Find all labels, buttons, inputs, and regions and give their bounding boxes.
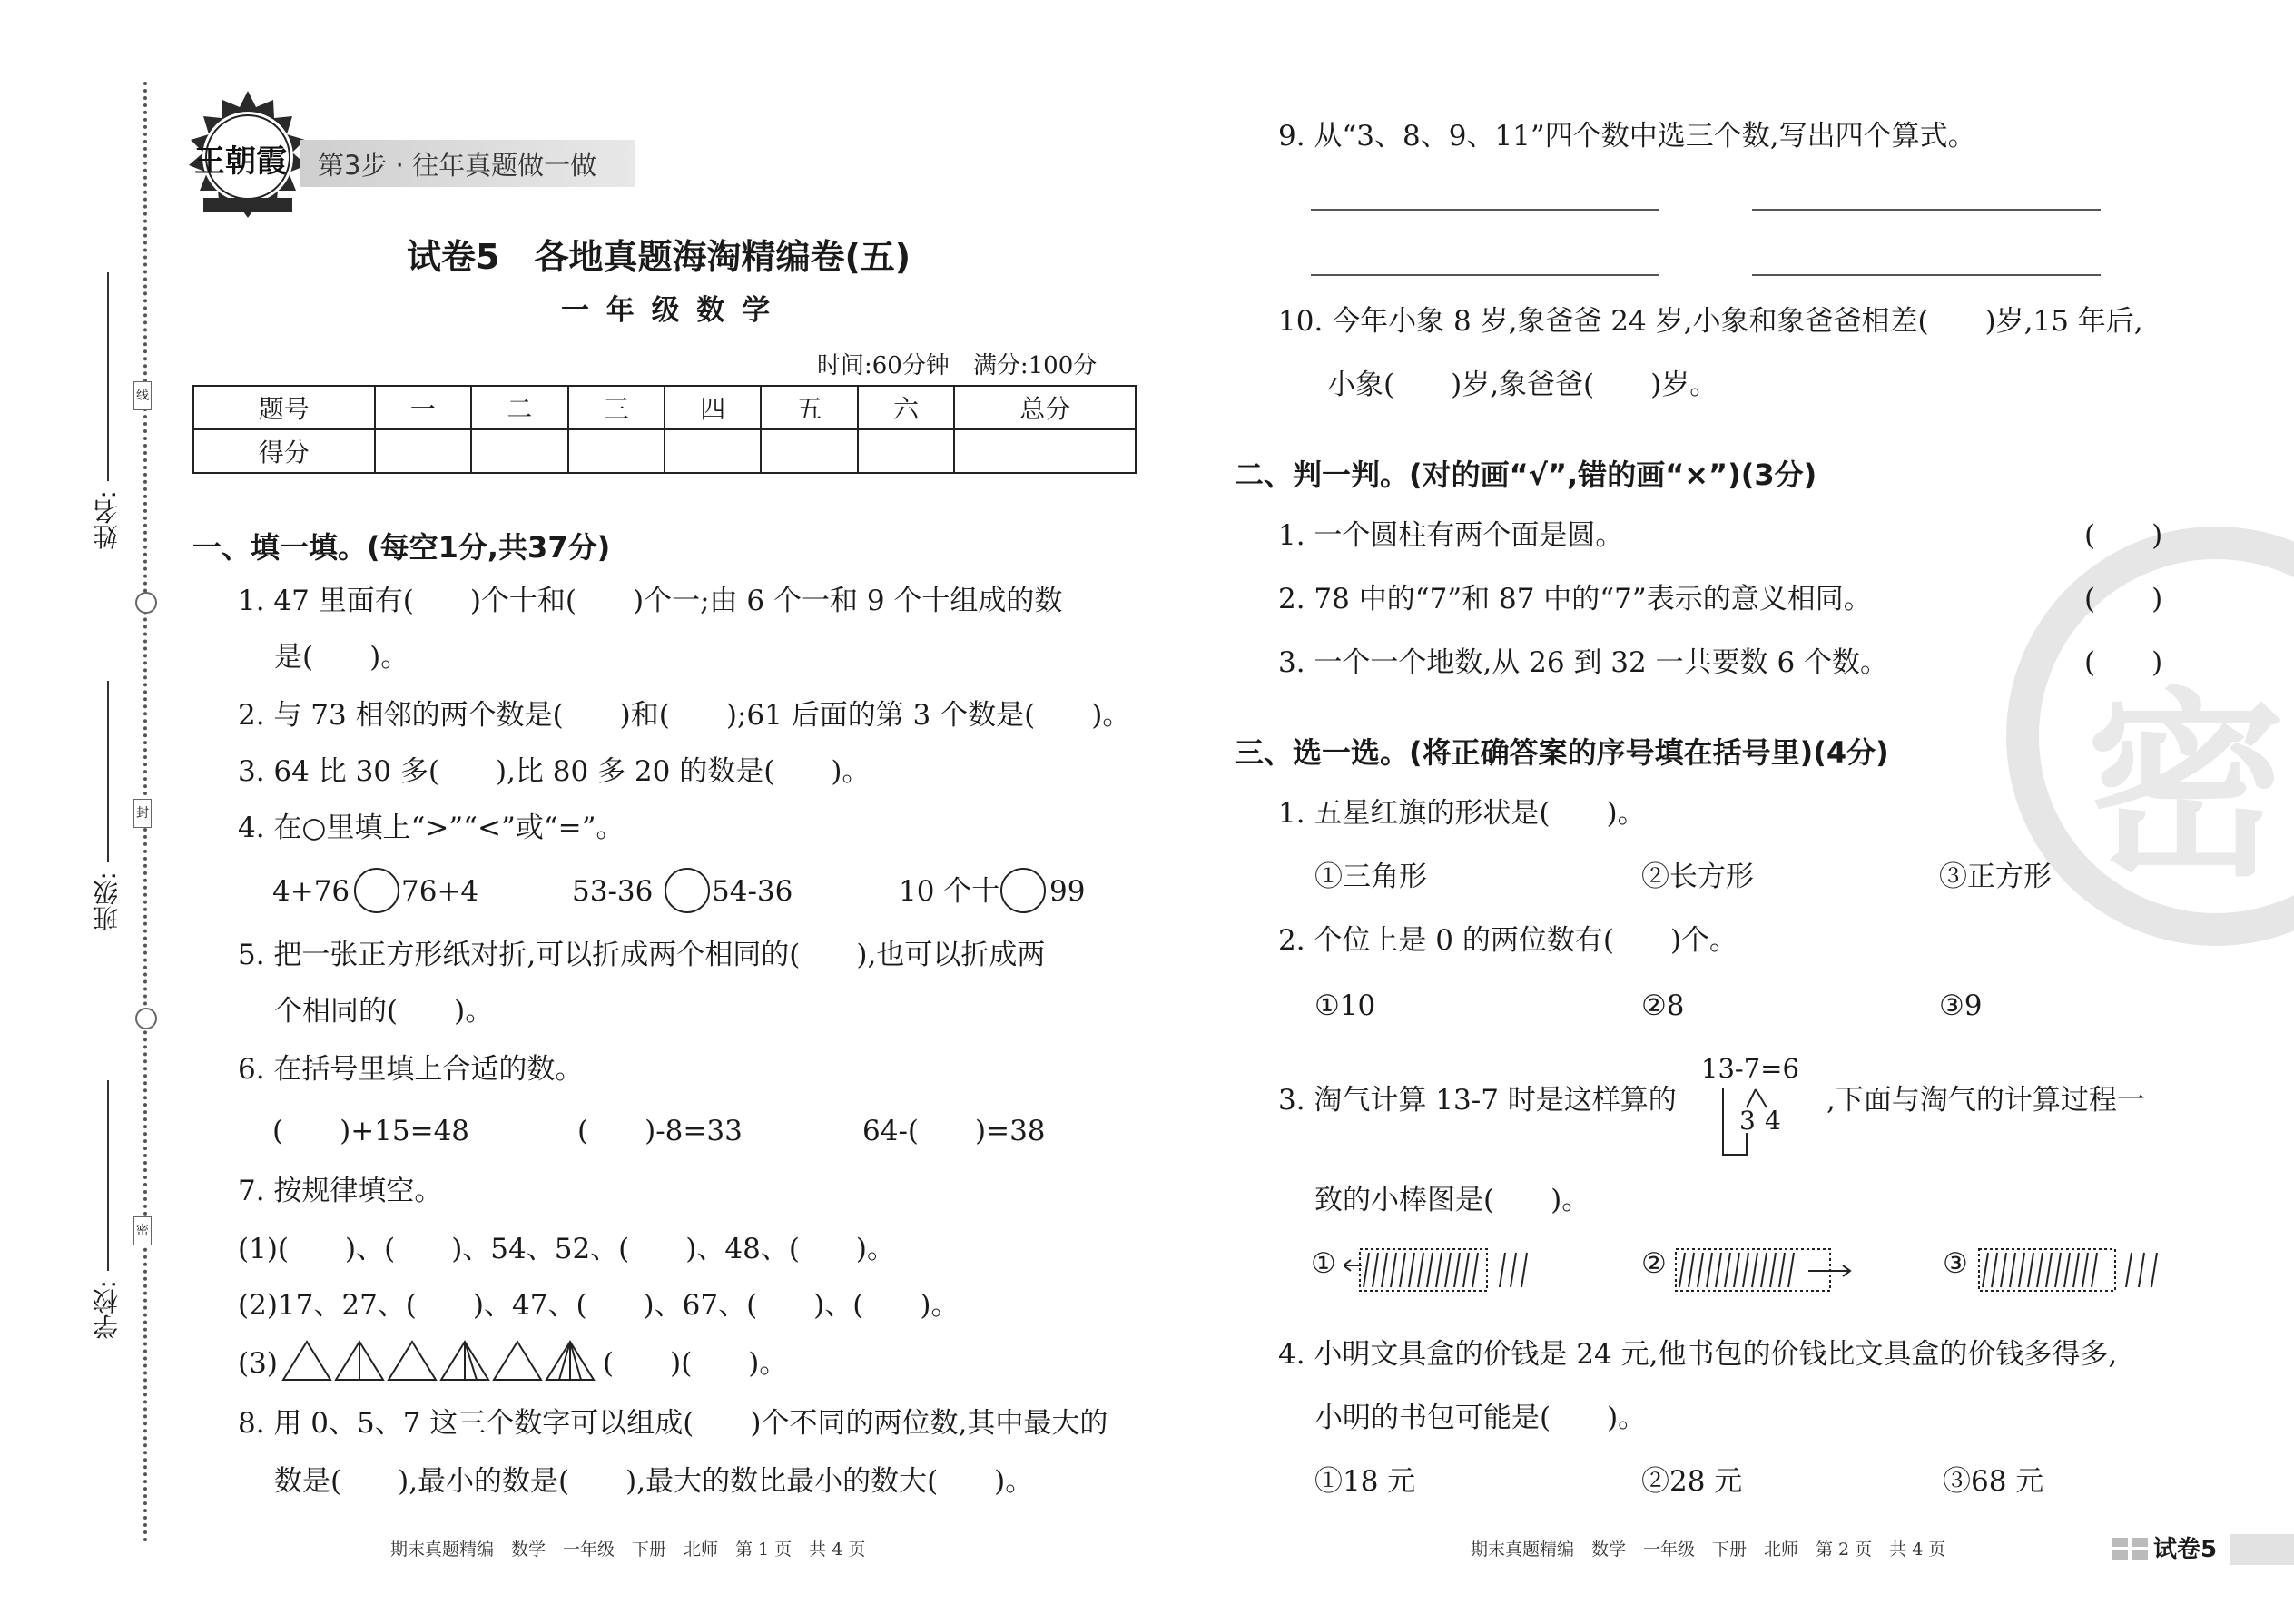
choice-q3b: 致的小棒图是( )。 bbox=[1314, 1184, 1590, 1216]
question-5a: 5. 把一张正方形纸对折,可以折成两个相同的( ),也可以折成两 bbox=[238, 939, 1046, 971]
choice-q2: 2. 个位上是 0 的两位数有( )个。 bbox=[1278, 924, 1738, 957]
judge-item: 2. 78 中的“7”和 87 中的“7”表示的意义相同。 bbox=[1278, 583, 1872, 615]
stick-diagram-3 bbox=[1975, 1245, 2166, 1294]
triangle-pattern bbox=[280, 1338, 597, 1383]
question-8a: 8. 用 0、5、7 这三个数字可以组成( )个不同的两位数,其中最大的 bbox=[238, 1407, 1108, 1440]
score-table bbox=[192, 385, 1137, 474]
score-cell: 总分 bbox=[954, 386, 1136, 429]
score-cell: 二 bbox=[471, 386, 567, 429]
score-input[interactable] bbox=[375, 429, 471, 473]
choice-option[interactable]: ①三角形 bbox=[1314, 861, 1427, 893]
choice-option[interactable]: ①10 bbox=[1314, 989, 1376, 1022]
footer-tab-bar bbox=[2230, 1534, 2294, 1565]
judge-item: 3. 一个一个地数,从 26 到 32 一共要数 6 个数。 bbox=[1278, 646, 1889, 679]
question-1a: 1. 47 里面有( )个十和( )个一;由 6 个一和 9 个十组成的数 bbox=[238, 585, 1063, 617]
score-value-row bbox=[193, 429, 1136, 473]
question-7-3-prefix: (3) bbox=[238, 1347, 278, 1380]
question-6: 6. 在括号里填上合适的数。 bbox=[238, 1053, 584, 1086]
question-5b: 个相同的( )。 bbox=[274, 995, 494, 1028]
question-4: 4. 在○里填上“>”“<”或“=”。 bbox=[238, 812, 625, 844]
score-cell: 题号 bbox=[193, 386, 375, 429]
compare-expr: 10 个十 bbox=[899, 875, 1000, 908]
name-write-line[interactable] bbox=[107, 272, 109, 481]
choice-option[interactable]: ②8 bbox=[1641, 989, 1685, 1022]
choice-q3: 3. 淘气计算 13-7 时是这样算的 bbox=[1278, 1084, 1677, 1117]
binding-hole bbox=[135, 1008, 157, 1029]
choice-option[interactable]: ② bbox=[1641, 1247, 1667, 1280]
footer-right: 期末真题精编 数学 一年级 下册 北师 第 2 页 共 4 页 bbox=[1471, 1540, 1946, 1560]
answer-line[interactable] bbox=[1311, 274, 1659, 276]
score-cell: 五 bbox=[761, 386, 857, 429]
compare-circle-input[interactable] bbox=[354, 868, 399, 913]
score-input[interactable] bbox=[665, 429, 761, 473]
seal-char: 线 bbox=[133, 381, 152, 410]
question-1b: 是( )。 bbox=[274, 641, 409, 674]
choice-option[interactable]: ②长方形 bbox=[1641, 861, 1754, 893]
score-cell: 六 bbox=[858, 386, 954, 429]
score-input[interactable] bbox=[471, 429, 567, 473]
choice-option[interactable]: ②28 元 bbox=[1641, 1465, 1743, 1498]
calc-diagram bbox=[1716, 1088, 1797, 1178]
choice-q4b: 小明的书包可能是( )。 bbox=[1314, 1402, 1647, 1434]
score-cell: 三 bbox=[568, 386, 665, 429]
stick-diagram-2 bbox=[1672, 1245, 1863, 1294]
question-10a: 10. 今年小象 8 岁,象爸爸 24 岁,小象和象爸爸相差( )岁,15 年后, bbox=[1278, 305, 2143, 338]
question-7: 7. 按规律填空。 bbox=[238, 1175, 443, 1207]
footer-left: 期末真题精编 数学 一年级 下册 北师 第 1 页 共 4 页 bbox=[390, 1540, 866, 1560]
footer-deco bbox=[2112, 1538, 2128, 1547]
compare-expr: 54-36 bbox=[712, 875, 793, 908]
compare-expr: 53-36 bbox=[572, 875, 654, 908]
choice-option[interactable]: ①18 元 bbox=[1314, 1465, 1416, 1498]
logo-text: 王朝霞 bbox=[194, 143, 287, 180]
score-input[interactable] bbox=[568, 429, 665, 473]
score-input[interactable] bbox=[954, 429, 1136, 473]
score-cell: 一 bbox=[375, 386, 471, 429]
question-10b: 小象( )岁,象爸爸( )岁。 bbox=[1327, 369, 1718, 401]
section3-heading: 三、选一选。(将正确答案的序号填在括号里)(4分) bbox=[1235, 735, 1889, 770]
choice-q1: 1. 五星红旗的形状是( )。 bbox=[1278, 797, 1646, 830]
page-subtitle: 一 年 级 数 学 bbox=[561, 294, 774, 327]
class-write-line[interactable] bbox=[107, 681, 109, 862]
question-7-2: (2)17、27、( )、47、( )、67、( )、( )。 bbox=[238, 1289, 960, 1322]
compare-circle-input[interactable] bbox=[665, 868, 710, 913]
step-label: 第3步 · 往年真题做一做 bbox=[318, 150, 597, 181]
question-7-3-suffix: ( )( )。 bbox=[603, 1347, 788, 1380]
fill-expr: ( )+15=48 bbox=[272, 1115, 470, 1147]
judge-paren[interactable]: ( ) bbox=[2084, 519, 2163, 552]
question-7-1: (1)( )、( )、54、52、( )、48、( )。 bbox=[238, 1233, 896, 1265]
watermark: 密 bbox=[2086, 671, 2287, 903]
seal-char: 封 bbox=[133, 799, 152, 828]
choice-option[interactable]: ③正方形 bbox=[1939, 861, 2052, 893]
choice-option[interactable]: ③ bbox=[1943, 1247, 1968, 1280]
class-label: 班级: bbox=[92, 871, 122, 931]
school-label: 学校: bbox=[92, 1280, 122, 1340]
score-cell: 得分 bbox=[193, 429, 375, 473]
choice-q4a: 4. 小明文具盒的价钱是 24 元,他书包的价钱比文具盒的价钱多得多, bbox=[1278, 1338, 2118, 1371]
score-input[interactable] bbox=[858, 429, 954, 473]
score-input[interactable] bbox=[761, 429, 857, 473]
seal-char: 密 bbox=[133, 1216, 152, 1245]
question-9: 9. 从“3、8、9、11”四个数中选三个数,写出四个算式。 bbox=[1278, 120, 1976, 153]
compare-expr: 99 bbox=[1049, 875, 1086, 908]
score-cell: 四 bbox=[665, 386, 761, 429]
judge-paren[interactable]: ( ) bbox=[2084, 646, 2163, 679]
question-3: 3. 64 比 30 多( ),比 80 多 20 的数是( )。 bbox=[238, 755, 871, 788]
answer-line[interactable] bbox=[1752, 274, 2101, 276]
section1-heading: 一、填一填。(每空1分,共37分) bbox=[192, 530, 611, 565]
compare-expr: 76+4 bbox=[401, 875, 479, 908]
calc-split-a: 3 bbox=[1739, 1106, 1756, 1136]
footer-deco bbox=[2112, 1550, 2128, 1560]
section2-heading: 二、判一判。(对的画“√”,错的画“×”)(3分) bbox=[1235, 458, 1817, 492]
choice-q3-post: ,下面与淘气的计算过程一 bbox=[1826, 1084, 2145, 1117]
answer-line[interactable] bbox=[1311, 209, 1659, 211]
question-2: 2. 与 73 相邻的两个数是( )和( );61 后面的第 3 个数是( )。 bbox=[238, 699, 1131, 732]
score-header-row bbox=[193, 386, 1136, 429]
name-label: 姓名: bbox=[92, 490, 122, 550]
fill-expr: 64-( )=38 bbox=[862, 1115, 1046, 1147]
binding-hole bbox=[135, 592, 157, 614]
school-write-line[interactable] bbox=[107, 1080, 109, 1271]
judge-paren[interactable]: ( ) bbox=[2084, 583, 2163, 615]
page-title: 试卷5 各地真题海淘精编卷(五) bbox=[407, 237, 911, 277]
answer-line[interactable] bbox=[1752, 209, 2101, 211]
compare-circle-input[interactable] bbox=[1000, 868, 1046, 913]
choice-option[interactable]: ③68 元 bbox=[1943, 1465, 2044, 1498]
stick-diagram-1 bbox=[1344, 1245, 1534, 1294]
choice-option[interactable]: ③9 bbox=[1939, 989, 1983, 1022]
time-info: 时间:60分钟 满分:100分 bbox=[817, 352, 1098, 379]
footer-deco bbox=[2132, 1538, 2148, 1547]
question-8b: 数是( ),最小的数是( ),最大的数比最小的数大( )。 bbox=[274, 1465, 1034, 1498]
choice-option[interactable]: ① bbox=[1311, 1247, 1336, 1280]
judge-item: 1. 一个圆柱有两个面是圆。 bbox=[1278, 519, 1624, 552]
footer-tab: 试卷5 bbox=[2153, 1536, 2218, 1563]
fill-expr: ( )-8=33 bbox=[577, 1115, 743, 1147]
compare-expr: 4+76 bbox=[272, 875, 350, 908]
footer-deco bbox=[2132, 1550, 2148, 1560]
calc-split-b: 4 bbox=[1765, 1106, 1781, 1136]
calc-equation: 13-7=6 bbox=[1701, 1053, 1799, 1084]
